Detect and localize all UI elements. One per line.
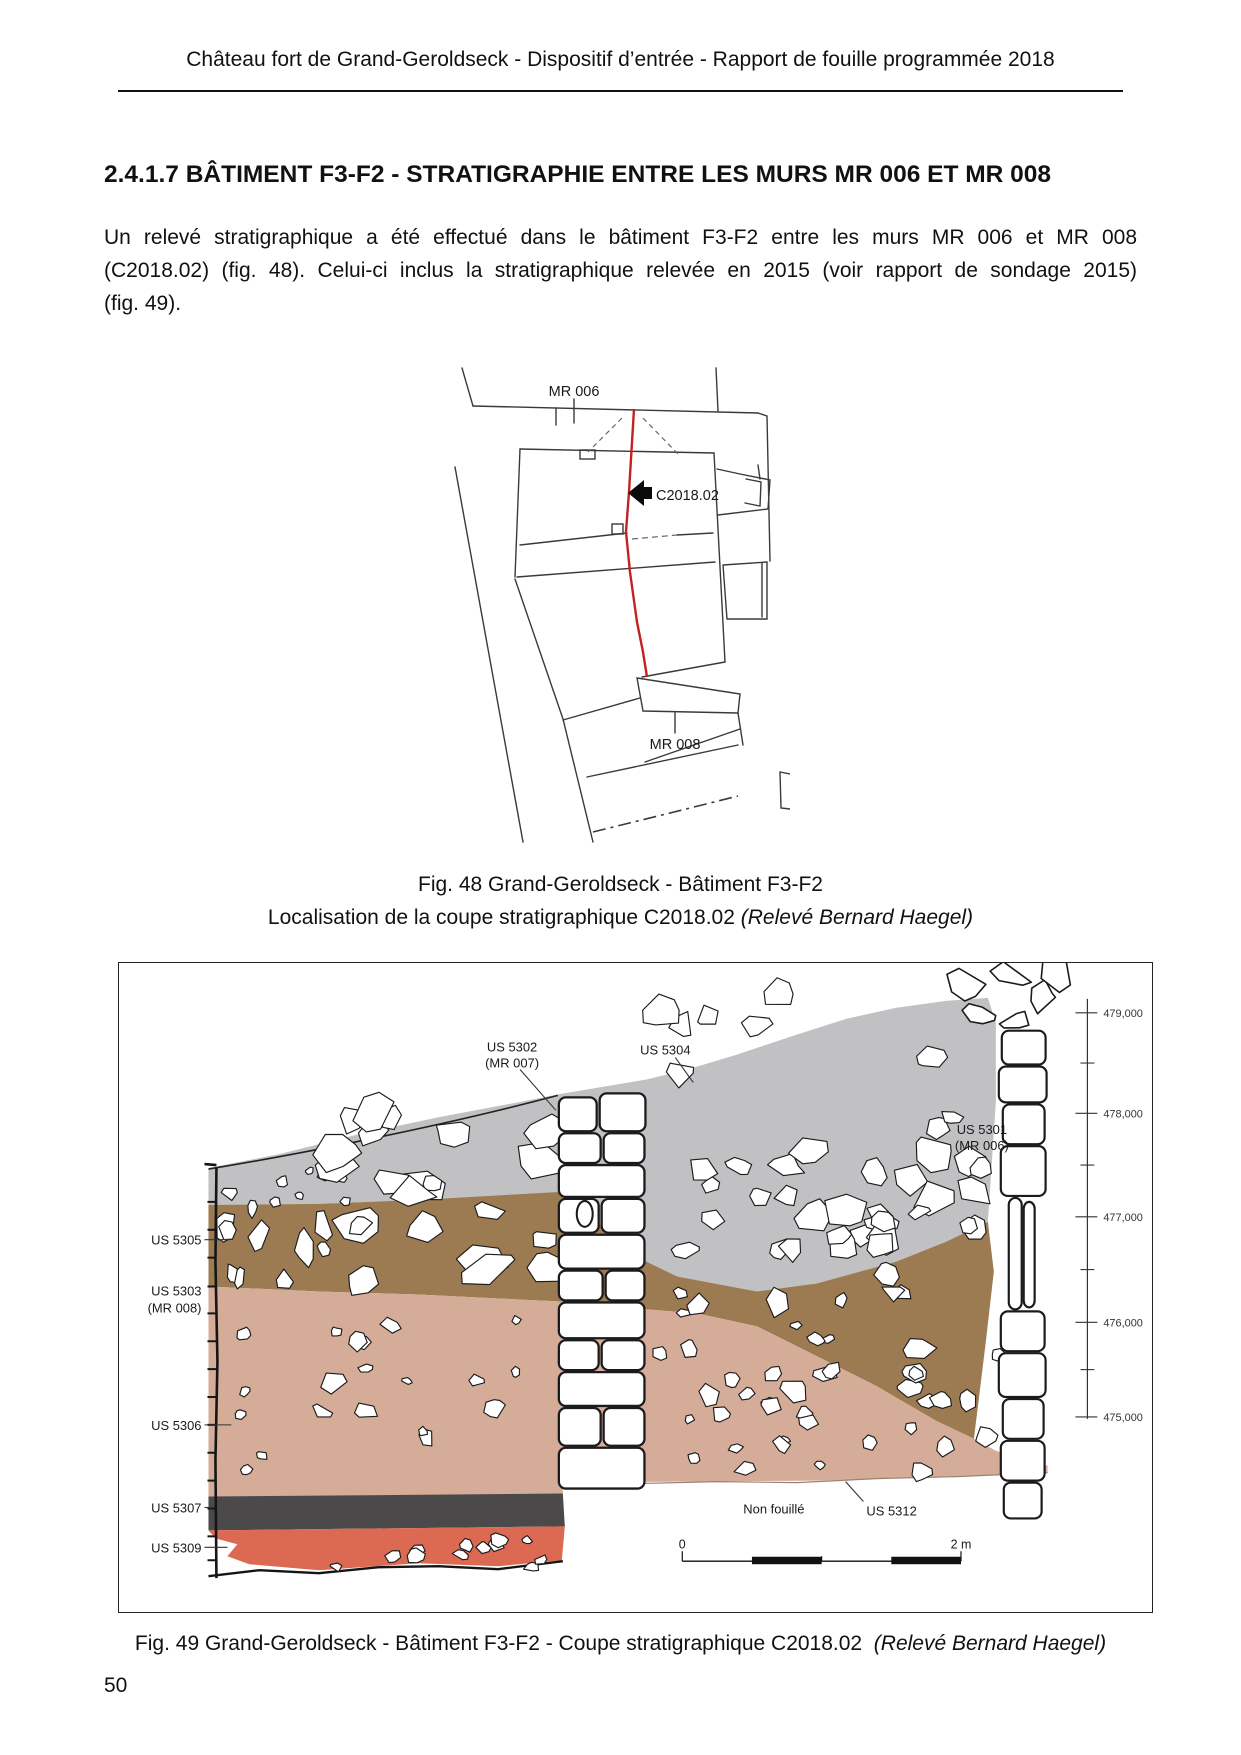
svg-text:(MR 008): (MR 008) <box>147 1300 202 1316</box>
svg-text:US 5307: US 5307 <box>151 1500 202 1516</box>
svg-text:US 5309: US 5309 <box>151 1540 202 1556</box>
paragraph-line: (fig. 49). <box>104 292 182 315</box>
svg-text:US 5312: US 5312 <box>866 1503 917 1519</box>
svg-text:US 5302: US 5302 <box>486 1039 538 1055</box>
fig48-wall-lines <box>455 368 790 842</box>
svg-text:(MR 007): (MR 007) <box>485 1055 540 1071</box>
fig48-caption-line1: Fig. 48 Grand-Geroldseck - Bâtiment F3-F2 <box>418 873 823 896</box>
elevation-scale <box>1075 999 1142 1424</box>
fig48-caption-credit: (Relevé Bernard Haegel) <box>740 906 974 929</box>
svg-text:479,000: 479,000 <box>1103 1007 1143 1020</box>
page-number: 50 <box>104 1674 128 1697</box>
fig49-caption-credit: (Relevé Bernard Haegel) <box>873 1632 1107 1655</box>
fig49-section-drawing <box>118 962 1153 1613</box>
svg-text:MR 006: MR 006 <box>548 384 600 400</box>
fig48-caption-line2: Localisation de la coupe stratigraphique C2018.02 <box>267 906 735 929</box>
svg-text:C2018.02: C2018.02 <box>656 488 719 504</box>
svg-text:(MR 006): (MR 006) <box>954 1138 1009 1154</box>
fig49-caption-text: Fig. 49 Grand-Geroldseck - Bâtiment F3-F2 - Coupe stratigraphique C2018.02 <box>134 1632 863 1655</box>
svg-text:478,000: 478,000 <box>1103 1108 1143 1121</box>
svg-text:US 5303: US 5303 <box>151 1283 202 1299</box>
wall-mr006 <box>999 1031 1047 1519</box>
fig48-section-line <box>626 409 647 677</box>
running-header: Château fort de Grand-Geroldseck - Dispositif d’entrée - Rapport de fouille programmée 2018 <box>186 48 1055 71</box>
scale-bar <box>679 1537 972 1564</box>
svg-text:Non fouillé: Non fouillé <box>743 1501 805 1517</box>
svg-text:US 5304: US 5304 <box>640 1042 691 1058</box>
fig48-caption <box>104 868 1137 934</box>
svg-text:2 m: 2 m <box>950 1537 972 1552</box>
svg-text:0: 0 <box>678 1537 686 1552</box>
svg-text:US 5305: US 5305 <box>151 1232 202 1248</box>
fig49-caption <box>104 1632 1137 1656</box>
svg-text:US 5306: US 5306 <box>151 1417 202 1433</box>
layer-us5307-dark <box>208 1494 564 1531</box>
svg-text:476,000: 476,000 <box>1103 1317 1143 1330</box>
svg-text:475,000: 475,000 <box>1103 1411 1143 1424</box>
body-paragraph <box>104 221 1137 320</box>
svg-text:477,000: 477,000 <box>1103 1211 1143 1224</box>
fig48-plan-drawing <box>360 332 790 872</box>
svg-text:US 5301: US 5301 <box>956 1122 1008 1138</box>
fig48-section-arrow-icon <box>628 480 652 506</box>
layer-us5309-red <box>208 1526 564 1570</box>
section-heading: 2.4.1.7 BÂTIMENT F3-F2 - STRATIGRAPHIE ENTRE LES MURS MR 006 ET MR 008 <box>104 161 1052 188</box>
svg-text:MR 008: MR 008 <box>649 737 701 753</box>
paragraph-line: Un relevé stratigraphique a été effectué dans le bâtiment F3-F2 entre les murs MR 006 et MR 008 <box>104 226 1137 249</box>
header-rule <box>118 90 1123 92</box>
paragraph-line: (C2018.02) (fig. 48). Celui-ci inclus la stratigraphique relevée en 2015 (voir rapport de sondage 2015) <box>104 259 1137 282</box>
